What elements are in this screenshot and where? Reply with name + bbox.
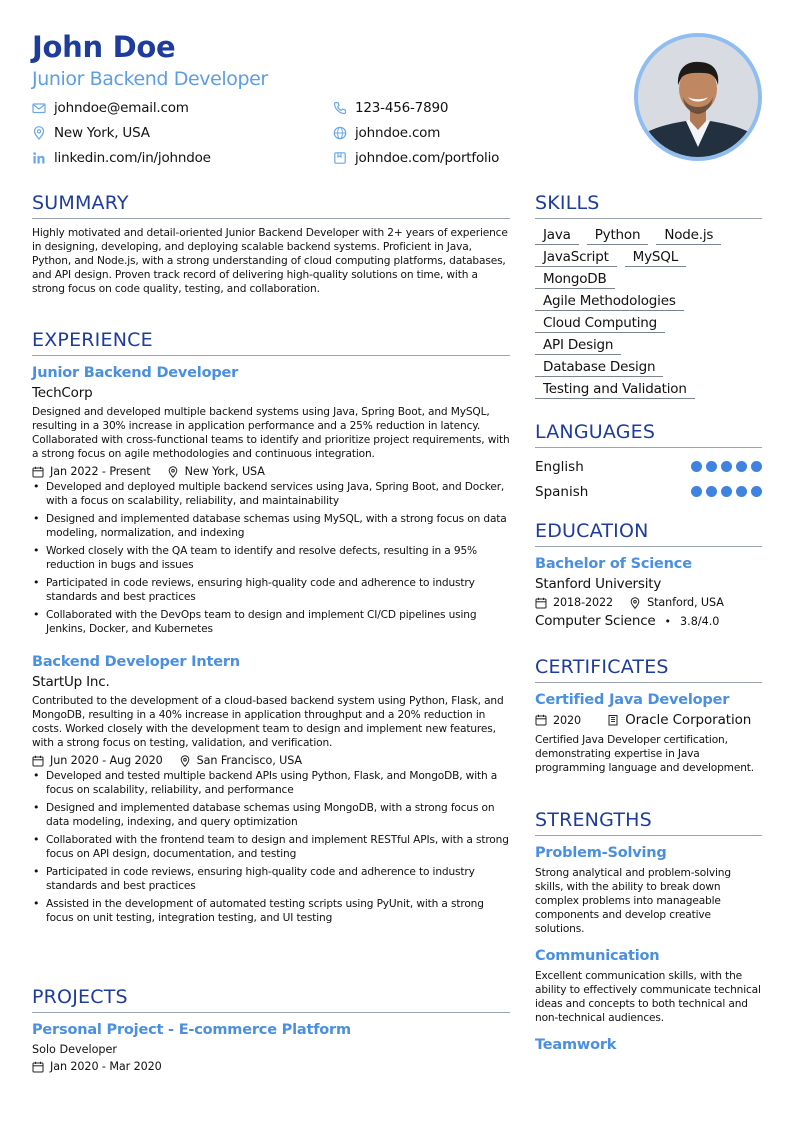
contact-location bbox=[32, 125, 150, 141]
skill-tag: Python bbox=[587, 227, 649, 245]
skill-tag: Database Design bbox=[535, 359, 663, 377]
job-bullet: • Developed and tested multiple backend APIs using Python, Flask, and MongoDB, with a focus on scalability, reliability, and performance bbox=[32, 769, 510, 797]
phone-text: 123-456-7890 bbox=[355, 100, 449, 116]
job-company: TechCorp bbox=[32, 385, 93, 401]
education-meta bbox=[535, 596, 762, 609]
location-pin-icon bbox=[32, 126, 46, 140]
job-bullet: • Designed and implemented database schemas using MongoDB, with a strong focus on data modeling, indexing, and query optimization bbox=[32, 801, 510, 829]
email-text: johndoe@email.com bbox=[54, 100, 189, 116]
job-meta bbox=[32, 465, 510, 478]
certificate-title: Certified Java Developer bbox=[535, 692, 730, 708]
profile-photo bbox=[634, 33, 762, 161]
job-bullet: • Assisted in the development of automated testing scripts using PyUnit, with a strong focus on unit testing, integration testing, and UI testing bbox=[32, 897, 510, 925]
education-gpa: 3.8/4.0 bbox=[680, 614, 720, 628]
linkedin-text: linkedin.com/in/johndoe bbox=[54, 150, 211, 166]
experience-section bbox=[32, 329, 510, 925]
language-level-dots bbox=[687, 461, 762, 472]
job-bullet: • Collaborated with the frontend team to design and implement RESTful APIs, with a strong focus on API design, documentation, and testing bbox=[32, 833, 510, 861]
job-company: StartUp Inc. bbox=[32, 674, 110, 690]
skill-tag: Testing and Validation bbox=[535, 381, 695, 399]
calendar-icon bbox=[32, 1061, 44, 1073]
education-field: Computer Science bbox=[535, 613, 656, 629]
education-field-row bbox=[535, 613, 762, 629]
certificates-heading: CERTIFICATES bbox=[535, 656, 762, 683]
job-bullets bbox=[32, 480, 510, 636]
certificate-description: Certified Java Developer certification, demonstrating expertise in Java programming language and development. bbox=[535, 734, 754, 774]
job-dates: Jan 2022 - Present bbox=[50, 465, 151, 478]
certificate-issuer: Oracle Corporation bbox=[625, 712, 752, 728]
language-row bbox=[535, 454, 762, 479]
education-location: Stanford, USA bbox=[647, 596, 724, 609]
job-bullet: • Worked closely with the QA team to identify and resolve defects, resulting in a 95% reduction in bugs and issues bbox=[32, 544, 510, 572]
strengths-heading: STRENGTHS bbox=[535, 809, 762, 836]
language-level-dot bbox=[751, 461, 762, 472]
job-description: Contributed to the development of a cloud-based backend system using Python, Flask, and MongoDB, resulting in a 40% increase in application throughput and a 20% reduction in costs. Worked closely with the development team to design and implement new features, with a strong focus on testing, validation, and verification. bbox=[32, 695, 504, 749]
language-row bbox=[535, 479, 762, 504]
education-heading: EDUCATION bbox=[535, 520, 762, 547]
certificate-year: 2020 bbox=[553, 713, 582, 727]
project-role: Solo Developer bbox=[32, 1043, 117, 1056]
job-dates: Jun 2020 - Aug 2020 bbox=[50, 754, 163, 767]
job-bullets bbox=[32, 769, 510, 925]
skill-tag: Java bbox=[535, 227, 579, 245]
certificates-section bbox=[535, 656, 762, 775]
job-description: Designed and developed multiple backend systems using Java, Spring Boot, and MySQL, resulting in a 30% increase in application performance and a 25% reduction in latency. Collaborated with cross-functional teams to identify and prioritize project requirements, with a strong focus on agile methodologies and continuous integration. bbox=[32, 406, 510, 460]
job-meta bbox=[32, 754, 510, 767]
project-meta bbox=[32, 1060, 510, 1073]
job-location: New York, USA bbox=[184, 465, 265, 478]
skills-section bbox=[535, 192, 762, 399]
calendar-icon bbox=[32, 466, 44, 478]
portfolio-text: johndoe.com/portfolio bbox=[355, 150, 500, 166]
language-level-dot bbox=[721, 461, 732, 472]
skill-tag: Cloud Computing bbox=[535, 315, 665, 333]
contact-portfolio[interactable] bbox=[333, 150, 499, 166]
education-degree: Bachelor of Science bbox=[535, 556, 692, 572]
job-entry bbox=[32, 654, 510, 925]
calendar-icon bbox=[535, 597, 547, 609]
languages-heading: LANGUAGES bbox=[535, 421, 762, 448]
experience-heading: EXPERIENCE bbox=[32, 329, 510, 356]
strength-title: Teamwork bbox=[535, 1037, 617, 1053]
job-bullet: • Developed and deployed multiple backend services using Java, Spring Boot, and Docker, with a focus on scalability, reliability, and maintainability bbox=[32, 480, 510, 508]
candidate-name: John Doe bbox=[32, 30, 176, 64]
skill-tag: MySQL bbox=[625, 249, 686, 267]
location-pin-icon bbox=[167, 466, 179, 478]
envelope-icon bbox=[32, 101, 46, 115]
strengths-section bbox=[535, 809, 762, 1053]
projects-section bbox=[32, 986, 510, 1073]
job-bullet: • Participated in code reviews, ensuring high-quality code and adherence to industry standards and best practices bbox=[32, 865, 510, 893]
location-text: New York, USA bbox=[54, 125, 150, 141]
skill-tag: Node.js bbox=[656, 227, 721, 245]
skill-tag: API Design bbox=[535, 337, 621, 355]
calendar-icon bbox=[32, 755, 44, 767]
skills-heading: SKILLS bbox=[535, 192, 762, 219]
summary-heading: SUMMARY bbox=[32, 192, 510, 219]
job-bullet: • Designed and implemented database schemas using MySQL, with a strong focus on data modeling, normalization, and indexing bbox=[32, 512, 510, 540]
website-text: johndoe.com bbox=[355, 125, 441, 141]
language-level-dot bbox=[706, 461, 717, 472]
language-level-dot bbox=[691, 461, 702, 472]
strength-title: Problem-Solving bbox=[535, 845, 667, 861]
job-bullet: • Collaborated with the DevOps team to design and implement CI/CD pipelines using Jenkins, Docker, and Kubernetes bbox=[32, 608, 510, 636]
projects-heading: PROJECTS bbox=[32, 986, 510, 1013]
language-level-dot bbox=[751, 486, 762, 497]
contact-email[interactable] bbox=[32, 100, 189, 116]
skill-tag: MongoDB bbox=[535, 271, 615, 289]
language-level-dot bbox=[736, 486, 747, 497]
languages-section bbox=[535, 421, 762, 504]
contact-website[interactable] bbox=[333, 125, 440, 141]
project-dates: Jan 2020 - Mar 2020 bbox=[50, 1060, 162, 1073]
language-level-dot bbox=[736, 461, 747, 472]
language-level-dots bbox=[687, 486, 762, 497]
education-school: Stanford University bbox=[535, 576, 662, 592]
language-name: English bbox=[535, 458, 584, 475]
phone-icon bbox=[333, 101, 347, 115]
portfolio-icon bbox=[333, 151, 347, 165]
language-name: Spanish bbox=[535, 483, 589, 500]
language-level-dot bbox=[691, 486, 702, 497]
language-level-dot bbox=[706, 486, 717, 497]
strength-title: Communication bbox=[535, 948, 660, 964]
candidate-title: Junior Backend Developer bbox=[32, 68, 268, 90]
linkedin-icon bbox=[32, 151, 46, 165]
job-location: San Francisco, USA bbox=[196, 754, 302, 767]
building-icon bbox=[607, 714, 619, 726]
job-bullet: • Participated in code reviews, ensuring high-quality code and adherence to industry standards and best practices bbox=[32, 576, 510, 604]
globe-icon bbox=[333, 126, 347, 140]
education-section bbox=[535, 520, 762, 629]
project-title: Personal Project - E-commerce Platform bbox=[32, 1022, 351, 1038]
job-role: Backend Developer Intern bbox=[32, 654, 240, 670]
separator-dot: • bbox=[664, 614, 672, 628]
summary-text: Highly motivated and detail-oriented Junior Backend Developer with 2+ years of experience in designing, developing, and deploying scalable backend systems. Proficient in Java, Python, and Node.js, with a strong understanding of cloud computing platforms, databases, and API design. Proven track record of delivering high-quality solutions on time, with a strong focus on code quality, testing, and collaboration. bbox=[32, 227, 508, 295]
contact-phone[interactable] bbox=[333, 100, 448, 116]
language-level-dot bbox=[721, 486, 732, 497]
job-role: Junior Backend Developer bbox=[32, 365, 239, 381]
skill-tag: JavaScript bbox=[535, 249, 617, 267]
calendar-icon bbox=[535, 714, 547, 726]
skill-tag: Agile Methodologies bbox=[535, 293, 684, 311]
education-dates: 2018-2022 bbox=[553, 596, 614, 609]
job-entry bbox=[32, 365, 510, 636]
strength-text: Excellent communication skills, with the ability to effectively communicate technical ideas and concepts to both technical and non-technical audiences. bbox=[535, 970, 761, 1024]
location-pin-icon bbox=[629, 597, 641, 609]
skills-list bbox=[535, 223, 762, 399]
contact-linkedin[interactable] bbox=[32, 150, 211, 166]
summary-section bbox=[32, 192, 510, 296]
location-pin-icon bbox=[179, 755, 191, 767]
strength-text: Strong analytical and problem-solving skills, with the ability to break down complex problems into manageable components and develop creative solutions. bbox=[535, 867, 731, 935]
certificate-meta bbox=[535, 712, 762, 728]
